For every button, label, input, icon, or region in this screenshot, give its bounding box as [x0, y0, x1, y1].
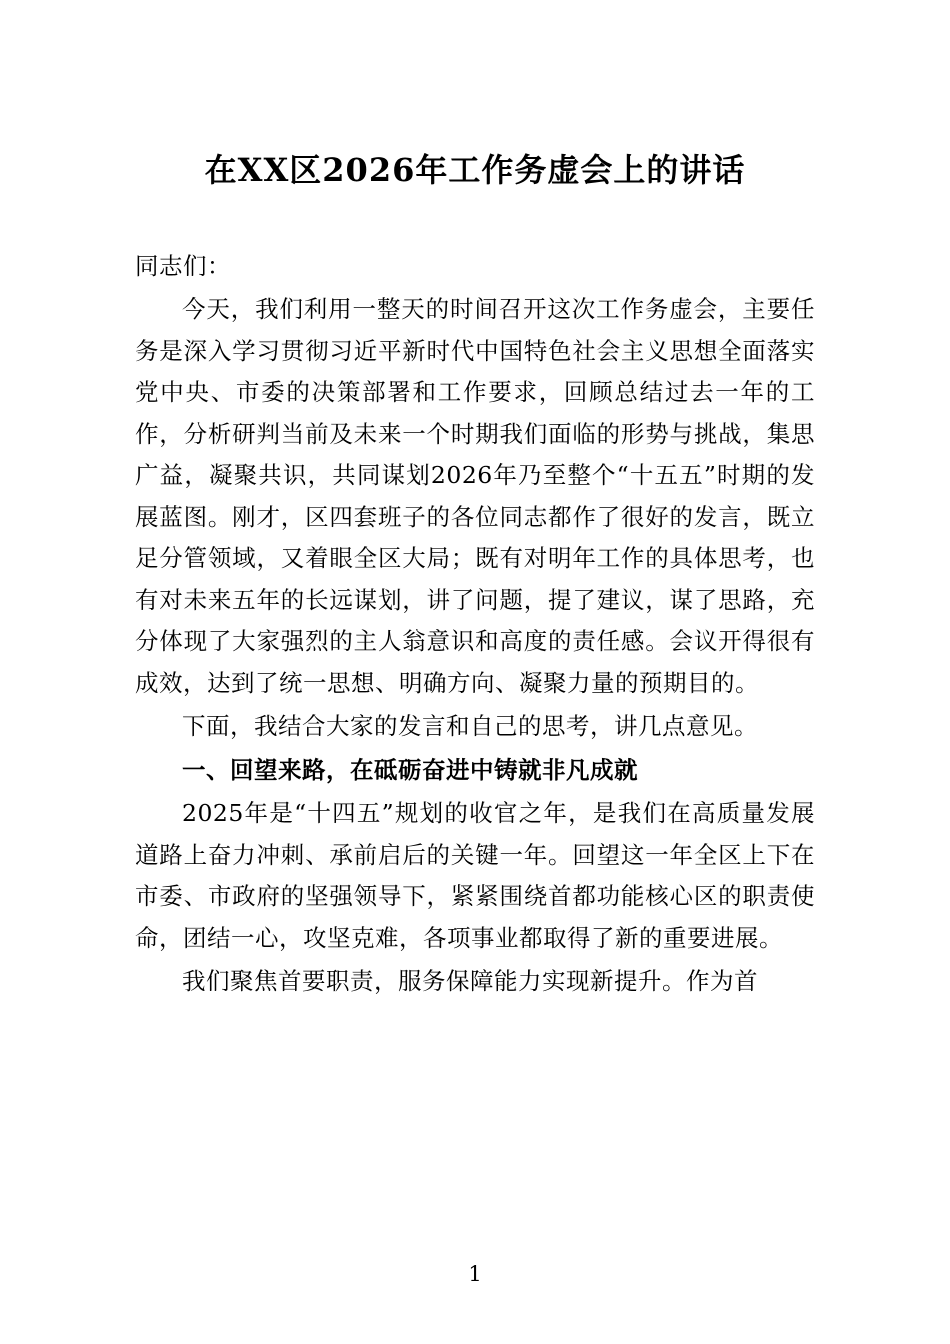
salutation: 同志们：: [135, 251, 231, 280]
body-paragraph: 我们聚焦首要职责，服务保障能力实现新提升。作为首: [182, 967, 758, 996]
page-title: 在XX区2026年工作务虚会上的讲话: [204, 151, 746, 189]
body-paragraph: 今天，我们利用一整天的时间召开这次工作务虚会，主要任务是深入学习贯彻习近平新时代中国特色社会主义思想全面落实党中央、市委的决策部署和工作要求，回顾总结过去一年的工作，分析研判当前及未来一个时期我们面临的形势与挑战，集思广益，凝聚共识，共同谋划2026年乃至整个“十五五”时期的发展蓝图。刚才，区四套班子的各位同志都作了很好的发言，既立足分管领域，又着眼全区大局；既有对明年工作的具体思考，也有对未来五年的长远谋划，讲了问题，提了建议，谋了思路，充分体现了大家强烈的主人翁意识和高度的责任感。会议开得很有成效，达到了统一思想、明确方向、凝聚力量的预期目的。: [135, 295, 815, 697]
body-paragraph: 2025年是“十四五”规划的收官之年，是我们在高质量发展道路上奋力冲刺、承前启后的关键一年。回望这一年全区上下在市委、市政府的坚强领导下，紧紧围绕首都功能核心区的职责使命，团结一心，攻坚克难，各项事业都取得了新的重要进展。: [135, 799, 815, 952]
section-heading: 一、回望来路，在砥砺奋进中铸就非凡成就: [182, 755, 638, 784]
page-number: 1: [468, 1262, 482, 1286]
body-paragraph: 下面，我结合大家的发言和自己的思考，讲几点意见。: [182, 712, 758, 741]
